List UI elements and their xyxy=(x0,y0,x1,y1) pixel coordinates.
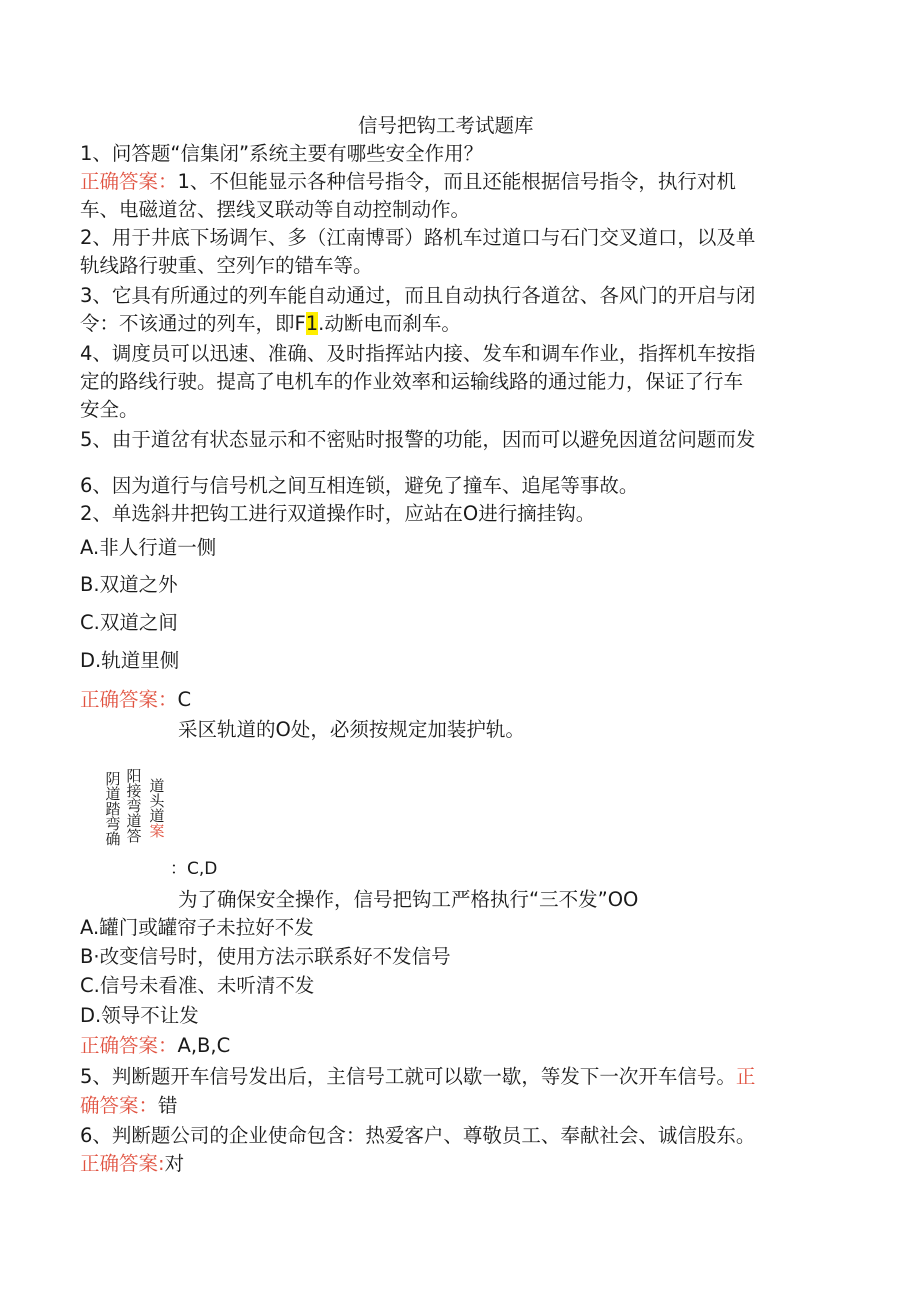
answer-3-pre: 令：不该通过的列车，即F xyxy=(80,312,306,335)
answer-label: 正确答案: xyxy=(80,1152,165,1175)
option-d: D.轨道里侧 xyxy=(80,649,180,672)
answer-3-line-2 xyxy=(80,310,461,338)
answer-4 xyxy=(80,1032,230,1060)
question-3: 采区轨道的O处，必须按规定加装护轨。 xyxy=(178,718,525,741)
option-a: A.罐门或罐帘子未拉好不发 xyxy=(80,916,314,939)
question-5-text: 5、判断题开车信号发出后，主信号工就可以歇一歇，等发下一次开车信号。 xyxy=(80,1065,736,1088)
option-c: C.双道之间 xyxy=(80,611,178,634)
answer-label: 确答案： xyxy=(80,1094,159,1117)
option-a: A.非人行道一侧 xyxy=(80,536,217,559)
answer-2 xyxy=(80,686,191,714)
vertical-options-col-3 xyxy=(147,779,167,839)
question-5 xyxy=(80,1063,755,1091)
answer-5 xyxy=(80,1092,178,1120)
question-2: 2、单选斜井把钩工进行双道操作时，应站在O进行摘挂钩。 xyxy=(80,502,596,525)
highlight-mark: 1 xyxy=(305,312,319,335)
answer-text: 1、不但能显示各种信号指令，而且还能根据信号指令，执行对机 xyxy=(177,170,736,193)
answer-1-line-1 xyxy=(80,168,736,196)
answer-label-part: 正 xyxy=(735,1065,756,1088)
answer-3-post: .动断电而刹车。 xyxy=(318,312,461,335)
answer-value: A,B,C xyxy=(177,1034,231,1057)
answer-3-line-1: 3、它具有所通过的列车能自动通过，而且自动执行各道岔、各风门的开启与闭 xyxy=(80,284,756,307)
option-b: B.双道之外 xyxy=(80,573,178,596)
answer-6-line-1: 6、因为道行与信号机之间互相连锁，避免了撞车、追尾等事故。 xyxy=(80,474,639,497)
page-title: 信号把钩工考试题库 xyxy=(358,114,534,137)
vertical-options-col-2: 阳接弯道答 xyxy=(126,767,142,845)
answer-value: 对 xyxy=(164,1152,185,1175)
vertical-options-col-1: 阴道踏弯确 xyxy=(105,770,121,848)
answer-4-line-3: 安全。 xyxy=(80,398,139,421)
question-6: 6、判断题公司的企业使命包含：热爱客户、尊敬员工、奉献社会、诚信股东。 xyxy=(80,1124,756,1147)
col3-text: 道头道 xyxy=(149,777,165,825)
answer-6 xyxy=(80,1150,184,1178)
answer-value: 错 xyxy=(158,1094,178,1117)
answer-label: 正确答案： xyxy=(80,688,178,711)
answer-value: C xyxy=(177,688,192,711)
option-b: B·改变信号时，使用方法示联系好不发信号 xyxy=(80,945,451,968)
answer-1-line-2: 车、电磁道岔、摆线叉联动等自动控制动作。 xyxy=(80,198,471,221)
answer-4-line-2: 定的路线行驶。提高了电机车的作业效率和运输线路的通过能力，保证了行车 xyxy=(80,370,744,393)
answer-2-line-2: 轨线路行驶重、空列乍的错车等。 xyxy=(80,254,373,277)
answer-2-line-1: 2、用于井底下场调乍、多（江南博哥）路机车过道口与石门交叉道口，以及单 xyxy=(80,226,756,249)
question-4: 为了确保安全操作，信号把钩工严格执行“三不发”OO xyxy=(178,888,639,911)
col3-red-text: 案 xyxy=(149,822,165,840)
answer-3: ：C,D xyxy=(170,859,218,879)
option-c: C.信号未看准、未听清不发 xyxy=(80,974,315,997)
question-1: 1、问答题“信集闭”系统主要有哪些安全作用？ xyxy=(80,142,484,165)
answer-5-line-1: 5、由于道岔有状态显示和不密贴时报警的功能，因而可以避免因道岔问题而发 xyxy=(80,428,756,451)
option-d: D.领导不让发 xyxy=(80,1004,199,1027)
answer-label: 正确答案： xyxy=(80,1034,178,1057)
answer-4-line-1: 4、调度员可以迅速、准确、及时指挥站内接、发车和调车作业，指挥机车按指 xyxy=(80,342,756,365)
answer-label: 正确答案： xyxy=(80,170,178,193)
